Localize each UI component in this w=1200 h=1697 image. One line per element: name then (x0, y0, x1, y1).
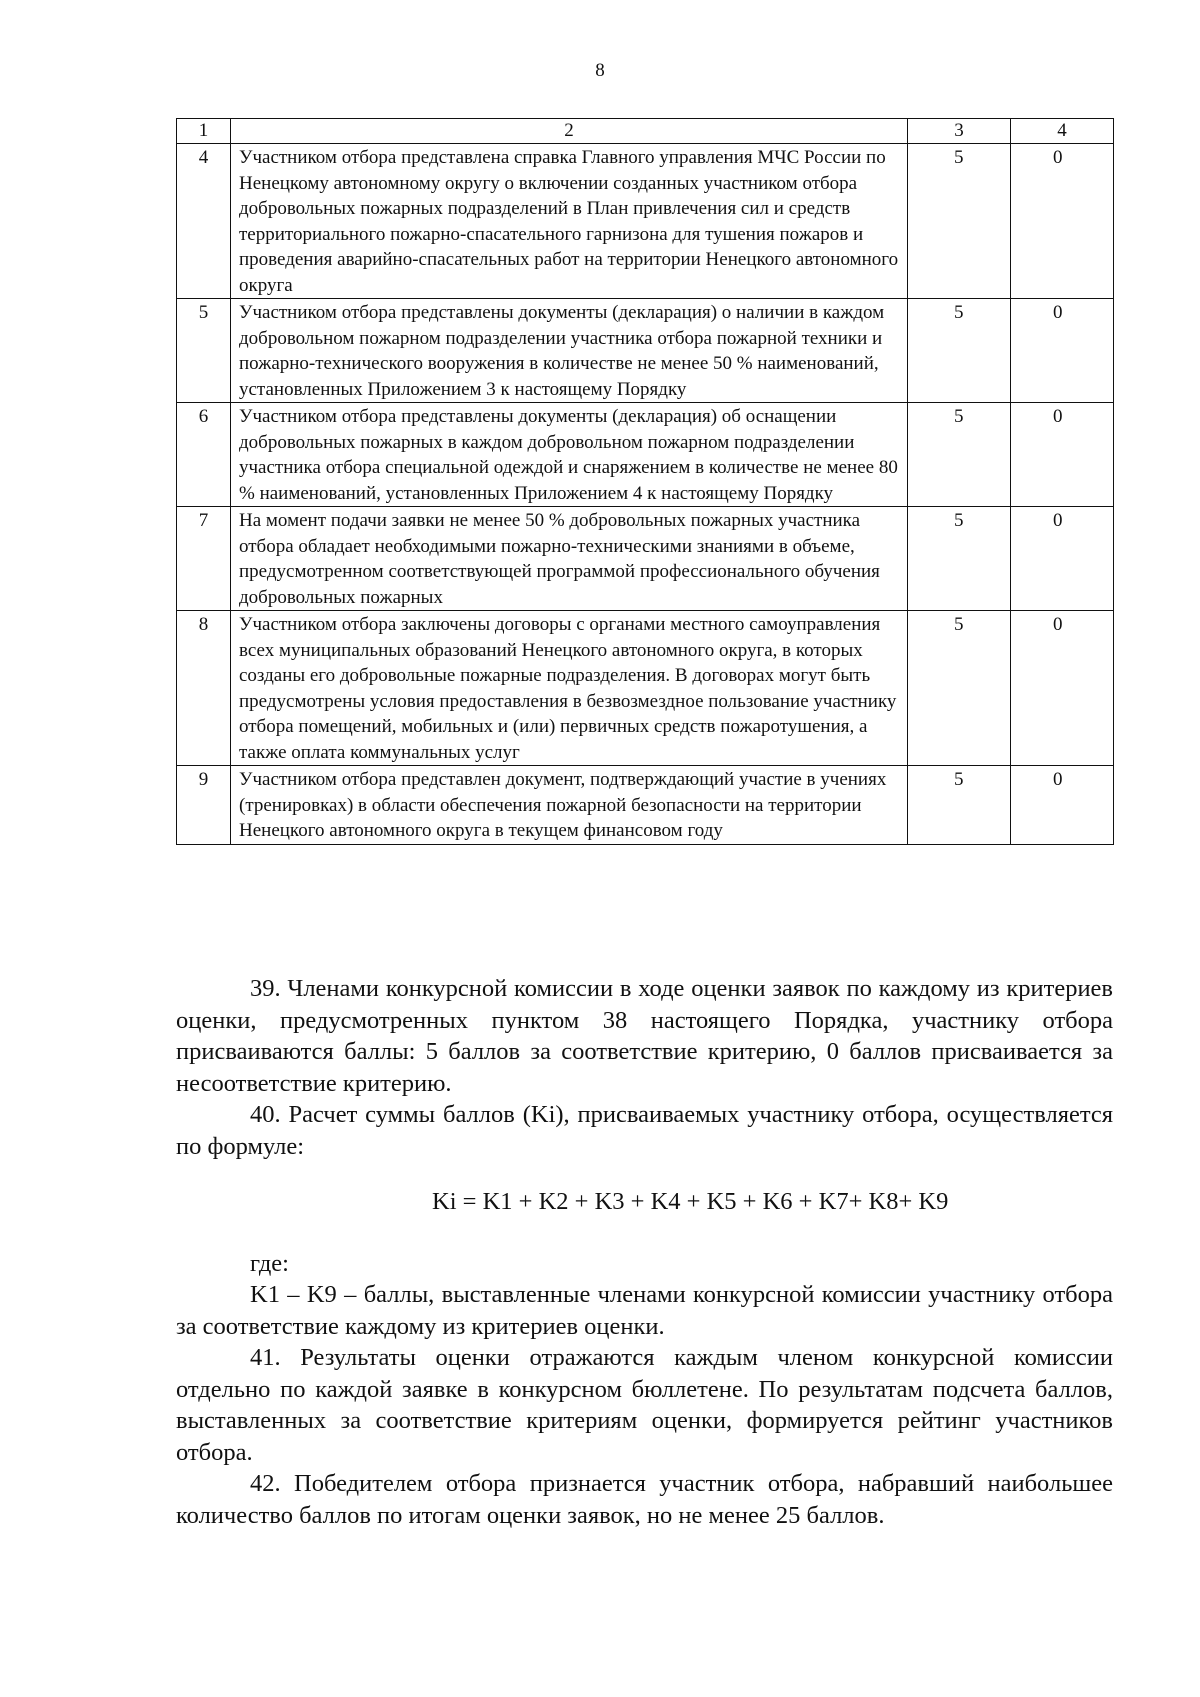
score-formula: Ki = K1 + K2 + K3 + K4 + K5 + K6 + K7+ K8+ K9 (432, 1188, 949, 1215)
score-compliant: 5 (908, 299, 1011, 403)
criteria-table (176, 118, 1114, 845)
header-col-3: 3 (908, 119, 1011, 144)
table-row (177, 144, 1114, 299)
score-compliant: 5 (908, 403, 1011, 507)
table-row (177, 403, 1114, 507)
paragraph-40: 40. Расчет суммы баллов (Ki), присваиваемых участнику отбора, осуществляется по формуле: (176, 1101, 1113, 1160)
score-noncompliant: 0 (1011, 507, 1114, 611)
header-col-4: 4 (1011, 119, 1114, 144)
score-compliant: 5 (908, 507, 1011, 611)
score-noncompliant: 0 (1011, 299, 1114, 403)
row-number: 7 (177, 507, 231, 611)
table-row (177, 611, 1114, 766)
where-definition: K1 – K9 – баллы, выставленные членами конкурсной комиссии участнику отбора за соответствие каждому из критериев оценки. (176, 1281, 1113, 1340)
row-number: 8 (177, 611, 231, 766)
document-body (176, 973, 1113, 1531)
table-row (177, 766, 1114, 845)
row-number: 6 (177, 403, 231, 507)
paragraph-41: 41. Результаты оценки отражаются каждым членом конкурсной комиссии отдельно по каждой заявке в конкурсном бюллетене. По результатам подсчета баллов, выставленных за соответствие критериям оценки, формируется рейтинг участников отбора. (176, 1344, 1113, 1466)
row-number: 5 (177, 299, 231, 403)
criterion-text: На момент подачи заявки не менее 50 % добровольных пожарных участника отбора обладает необходимыми пожарно-техническими знаниями в объеме, предусмотренном соответствующей программой профессионального обучения добровольных пожарных (231, 507, 908, 611)
score-noncompliant: 0 (1011, 766, 1114, 845)
score-noncompliant: 0 (1011, 403, 1114, 507)
score-compliant: 5 (908, 766, 1011, 845)
score-noncompliant: 0 (1011, 144, 1114, 299)
criterion-text: Участником отбора представлена справка Главного управления МЧС России по Ненецкому автономному округу о включении созданных участником отбора добровольных пожарных подразделений в План привлечения сил и средств территориального пожарно-спасательного гарнизона для тушения пожаров и проведения аварийно-спасательных работ на территории Ненецкого автономного округа (231, 144, 908, 299)
row-number: 9 (177, 766, 231, 845)
score-noncompliant: 0 (1011, 611, 1114, 766)
page-number: 8 (595, 60, 605, 81)
score-compliant: 5 (908, 611, 1011, 766)
header-col-2: 2 (231, 119, 908, 144)
criterion-text: Участником отбора представлен документ, подтверждающий участие в учениях (тренировках) в области обеспечения пожарной безопасности на территории Ненецкого автономного округа в текущем финансовом году (231, 766, 908, 845)
table-row (177, 507, 1114, 611)
score-compliant: 5 (908, 144, 1011, 299)
criterion-text: Участником отбора представлены документы (декларация) об оснащении добровольных пожарных в каждом добровольном пожарном подразделении участника отбора специальной одеждой и снаряжением в количестве не менее 80 % наименований, установленных Приложением 4 к настоящему Порядку (231, 403, 908, 507)
criterion-text: Участником отбора представлены документы (декларация) о наличии в каждом добровольном пожарном подразделении участника отбора пожарной техники и пожарно-технического вооружения в количестве не менее 50 % наименований, установленных Приложением 3 к настоящему Порядку (231, 299, 908, 403)
paragraph-42: 42. Победителем отбора признается участник отбора, набравший наибольшее количество баллов по итогам оценки заявок, но не менее 25 баллов. (176, 1470, 1113, 1529)
where-label: где: (250, 1249, 289, 1277)
row-number: 4 (177, 144, 231, 299)
table-header-row (177, 119, 1114, 144)
paragraph-39: 39. Членами конкурсной комиссии в ходе оценки заявок по каждому из критериев оценки, предусмотренных пунктом 38 настоящего Порядка, участнику отбора присваиваются баллы: 5 баллов за соответствие критерию, 0 баллов присваивается за несоответствие критерию. (176, 975, 1113, 1097)
table-row (177, 299, 1114, 403)
criterion-text: Участником отбора заключены договоры с органами местного самоуправления всех муниципальных образований Ненецкого автономного округа, в которых созданы его добровольные пожарные подразделения. В договорах могут быть предусмотрены условия предоставления в безвозмездное пользование участнику отбора помещений, мобильных и (или) первичных средств пожаротушения, а также оплата коммунальных услуг (231, 611, 908, 766)
header-col-1: 1 (177, 119, 231, 144)
